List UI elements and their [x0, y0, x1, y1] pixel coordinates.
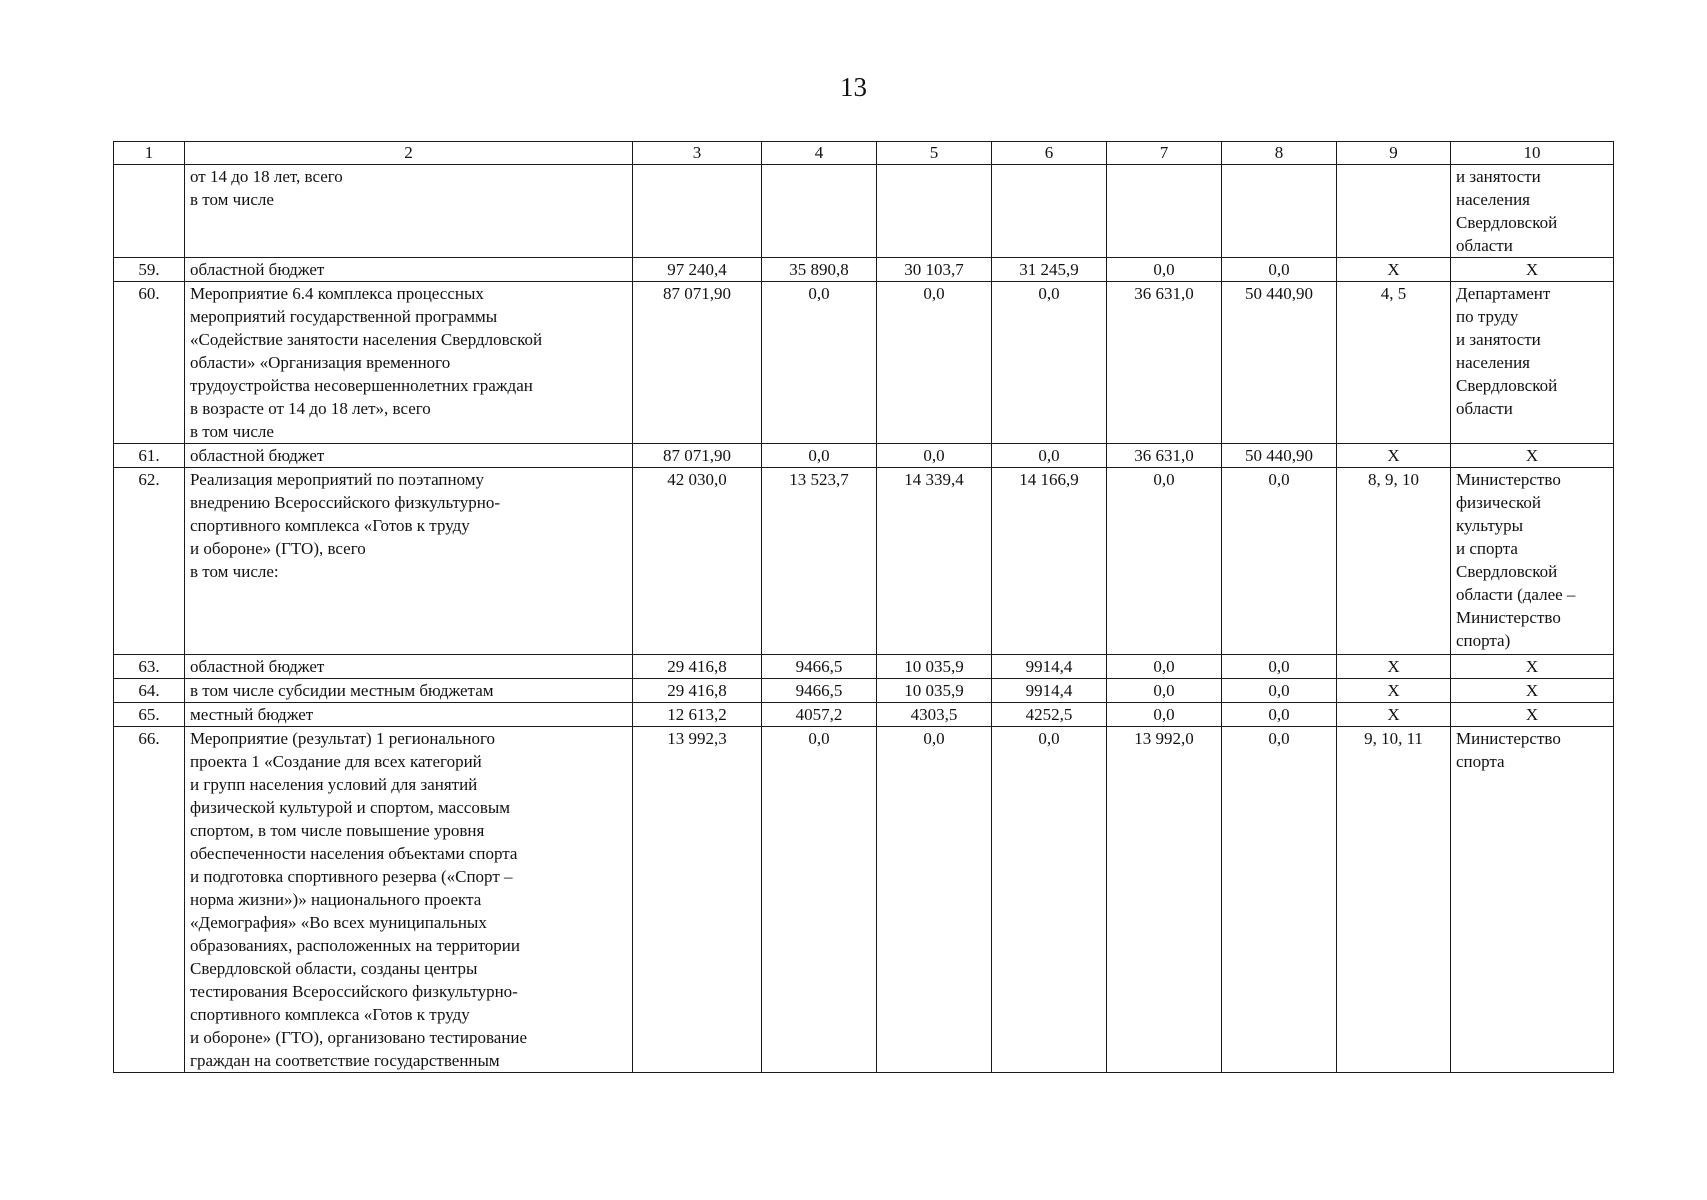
row-description: в том числе субсидии местным бюджетам: [185, 679, 633, 703]
row-responsible: Министерство физической культуры и спорта Свердловской области (далее – Министерство спорта): [1451, 468, 1614, 655]
row-target-refs: X: [1337, 703, 1451, 727]
column-header-2: 2: [185, 142, 633, 165]
row-number: 59.: [114, 258, 185, 282]
table-row: [114, 727, 1614, 1073]
row-value-total: 29 416,8: [633, 655, 762, 679]
row-value-year-2: 4303,5: [877, 703, 992, 727]
row-description: Реализация мероприятий по поэтапному внедрению Всероссийского физкультурно- спортивного комплекса «Готов к труду и обороне» (ГТО), всего в том числе:: [185, 468, 633, 655]
row-value-year-3: 14 166,9: [992, 468, 1107, 655]
row-value-total: 87 071,90: [633, 444, 762, 468]
row-value-year-5: 0,0: [1222, 468, 1337, 655]
row-description: Мероприятие (результат) 1 регионального проекта 1 «Создание для всех категорий и групп населения условий для занятий физической культурой и спортом, массовым спортом, в том числе повышение уровня обеспеченности населения объектами спорта и подготовка спортивного резерва («Спорт – норма жизни»)» национального проекта «Демография» «Во всех муниципальных образованиях, расположенных на территории Свердловской области, созданы центры тестирования Всероссийского физкультурно- спортивного комплекса «Готов к труду и обороне» (ГТО), организовано тестирование граждан на соответствие государственным: [185, 727, 633, 1073]
row-description: Мероприятие 6.4 комплекса процессных мероприятий государственной программы «Содействие занятости населения Свердловской области» «Организация временного трудоустройства несовершеннолетних граждан в возрасте от 14 до 18 лет», всего в том числе: [185, 282, 633, 444]
row-value-year-5: [1222, 165, 1337, 258]
row-value-year-1: 35 890,8: [762, 258, 877, 282]
row-target-refs: 9, 10, 11: [1337, 727, 1451, 1073]
row-value-year-4: 0,0: [1107, 468, 1222, 655]
row-target-refs: 8, 9, 10: [1337, 468, 1451, 655]
row-value-total: 13 992,3: [633, 727, 762, 1073]
row-target-refs: X: [1337, 258, 1451, 282]
row-value-year-1: 9466,5: [762, 655, 877, 679]
row-value-year-2: 0,0: [877, 727, 992, 1073]
page-number: 13: [840, 72, 867, 102]
row-target-refs: X: [1337, 444, 1451, 468]
column-header-5: 5: [877, 142, 992, 165]
row-value-year-4: 13 992,0: [1107, 727, 1222, 1073]
row-value-total: 29 416,8: [633, 679, 762, 703]
row-responsible: X: [1451, 444, 1614, 468]
row-target-refs: [1337, 165, 1451, 258]
row-number: 60.: [114, 282, 185, 444]
row-target-refs: 4, 5: [1337, 282, 1451, 444]
row-value-total: 87 071,90: [633, 282, 762, 444]
row-value-year-3: 4252,5: [992, 703, 1107, 727]
row-value-year-2: 10 035,9: [877, 679, 992, 703]
row-value-year-1: 13 523,7: [762, 468, 877, 655]
row-target-refs: X: [1337, 655, 1451, 679]
row-value-year-4: 0,0: [1107, 679, 1222, 703]
row-number: [114, 165, 185, 258]
table-row: [114, 165, 1614, 258]
column-header-9: 9: [1337, 142, 1451, 165]
row-value-year-5: 0,0: [1222, 727, 1337, 1073]
row-value-year-2: 30 103,7: [877, 258, 992, 282]
row-value-year-3: 0,0: [992, 727, 1107, 1073]
row-value-year-4: 0,0: [1107, 703, 1222, 727]
row-value-year-5: 0,0: [1222, 655, 1337, 679]
row-description: областной бюджет: [185, 444, 633, 468]
table-row: [114, 444, 1614, 468]
row-target-refs: X: [1337, 679, 1451, 703]
row-value-year-4: 36 631,0: [1107, 282, 1222, 444]
table-row: [114, 703, 1614, 727]
row-value-year-3: 31 245,9: [992, 258, 1107, 282]
row-description: местный бюджет: [185, 703, 633, 727]
table-row: [114, 679, 1614, 703]
row-value-year-5: 50 440,90: [1222, 444, 1337, 468]
row-number: 66.: [114, 727, 185, 1073]
row-value-year-4: 0,0: [1107, 258, 1222, 282]
row-value-year-4: [1107, 165, 1222, 258]
row-responsible: X: [1451, 258, 1614, 282]
column-header-7: 7: [1107, 142, 1222, 165]
column-header-6: 6: [992, 142, 1107, 165]
table-row: [114, 282, 1614, 444]
row-value-year-2: [877, 165, 992, 258]
row-value-year-2: 10 035,9: [877, 655, 992, 679]
row-value-total: [633, 165, 762, 258]
row-number: 64.: [114, 679, 185, 703]
row-value-total: 12 613,2: [633, 703, 762, 727]
row-description: от 14 до 18 лет, всего в том числе: [185, 165, 633, 258]
row-value-year-2: 0,0: [877, 444, 992, 468]
row-responsible: Министерство спорта: [1451, 727, 1614, 1073]
row-value-year-2: 0,0: [877, 282, 992, 444]
row-value-total: 97 240,4: [633, 258, 762, 282]
row-value-year-3: 9914,4: [992, 655, 1107, 679]
row-value-year-3: 0,0: [992, 282, 1107, 444]
row-value-year-1: [762, 165, 877, 258]
row-number: 65.: [114, 703, 185, 727]
row-value-year-1: 9466,5: [762, 679, 877, 703]
row-description: областной бюджет: [185, 655, 633, 679]
row-value-year-1: 0,0: [762, 282, 877, 444]
table-row: [114, 655, 1614, 679]
row-value-year-4: 36 631,0: [1107, 444, 1222, 468]
table-row: [114, 468, 1614, 655]
row-value-year-1: 0,0: [762, 727, 877, 1073]
row-number: 63.: [114, 655, 185, 679]
row-value-year-5: 50 440,90: [1222, 282, 1337, 444]
row-responsible: X: [1451, 703, 1614, 727]
row-number: 62.: [114, 468, 185, 655]
row-value-year-1: 4057,2: [762, 703, 877, 727]
row-value-year-1: 0,0: [762, 444, 877, 468]
column-header-3: 3: [633, 142, 762, 165]
row-value-year-3: 0,0: [992, 444, 1107, 468]
row-responsible: Департамент по труду и занятости населения Свердловской области: [1451, 282, 1614, 444]
row-description: областной бюджет: [185, 258, 633, 282]
row-value-year-3: [992, 165, 1107, 258]
row-value-year-4: 0,0: [1107, 655, 1222, 679]
row-responsible: X: [1451, 655, 1614, 679]
column-header-1: 1: [114, 142, 185, 165]
row-value-year-2: 14 339,4: [877, 468, 992, 655]
column-header-row: [114, 142, 1614, 165]
budget-table: [113, 141, 1614, 1073]
row-value-total: 42 030,0: [633, 468, 762, 655]
column-header-10: 10: [1451, 142, 1614, 165]
row-value-year-5: 0,0: [1222, 703, 1337, 727]
row-value-year-3: 9914,4: [992, 679, 1107, 703]
row-number: 61.: [114, 444, 185, 468]
row-responsible: и занятости населения Свердловской области: [1451, 165, 1614, 258]
table-row: [114, 258, 1614, 282]
row-responsible: X: [1451, 679, 1614, 703]
column-header-4: 4: [762, 142, 877, 165]
column-header-8: 8: [1222, 142, 1337, 165]
row-value-year-5: 0,0: [1222, 679, 1337, 703]
row-value-year-5: 0,0: [1222, 258, 1337, 282]
